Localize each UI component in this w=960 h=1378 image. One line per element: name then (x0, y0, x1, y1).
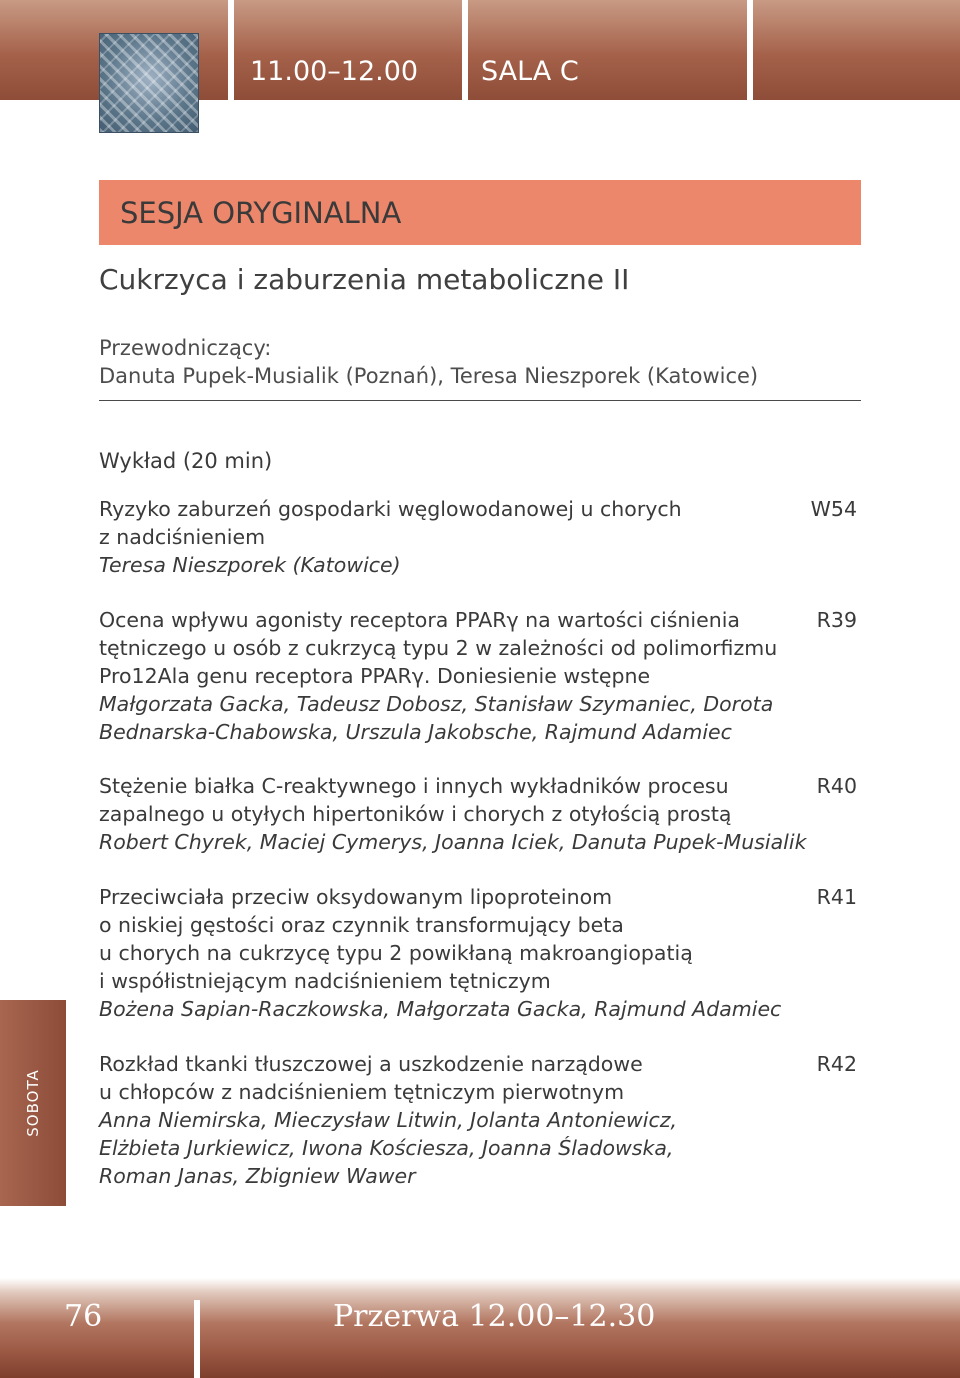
program-entry (99, 1050, 861, 1190)
entry-title-line: Przeciwciała przeciw oksydowanym lipoproteinom (99, 885, 613, 909)
entry-title-line: o niskiej gęstości oraz czynnik transformujący beta (99, 913, 624, 937)
entry-title (99, 772, 811, 828)
entry-authors (99, 551, 811, 579)
entry-author-line: Anna Niemirska, Mieczysław Litwin, Jolanta Antoniewicz, (99, 1108, 678, 1132)
entry-title-line: Ryzyko zaburzeń gospodarki węglowodanowej u chorych (99, 497, 682, 521)
day-label: SOBOTA (24, 1069, 42, 1137)
session-room: SALA C (481, 56, 579, 87)
divider (99, 400, 861, 401)
entry-authors (99, 995, 811, 1023)
program-entry (99, 883, 861, 1023)
entry-title-line: Stężenie białka C-reaktywnego i innych wykładników procesu (99, 774, 729, 798)
session-type-banner (99, 180, 861, 245)
chairs-names: Danuta Pupek-Musialik (Poznań), Teresa Nieszporek (Katowice) (99, 364, 759, 388)
program-entry (99, 772, 861, 856)
entry-code: R42 (816, 1052, 857, 1076)
header-cell-blank (753, 0, 960, 100)
entry-title-line: Pro12Ala genu receptora PPARγ. Doniesienie wstępne (99, 664, 651, 688)
entry-code: R41 (816, 885, 857, 909)
entry-author-line: Roman Janas, Zbigniew Wawer (99, 1164, 416, 1188)
session-title: Cukrzyca i zaburzenia metaboliczne II (99, 263, 630, 296)
entry-title (99, 606, 811, 690)
program-entry (99, 495, 861, 579)
entry-title (99, 883, 811, 995)
entry-authors (99, 690, 811, 746)
entry-title-line: tętniczego u osób z cukrzycą typu 2 w zależności od polimorfizmu (99, 636, 778, 660)
entry-title-line: z nadciśnieniem (99, 525, 266, 549)
entry-author-line: Elżbieta Jurkiewicz, Iwona Kościesza, Joanna Śladowska, (99, 1136, 674, 1160)
entry-title-line: u chłopców z nadciśnieniem tętniczym pierwotnym (99, 1080, 625, 1104)
break-info: Przerwa 12.00–12.30 (333, 1299, 656, 1334)
chairs-label: Przewodniczący: (99, 336, 272, 360)
day-tab (0, 1000, 66, 1206)
entry-author-line: Robert Chyrek, Maciej Cymerys, Joanna Iciek, Danuta Pupek-Musialik (99, 830, 807, 854)
entry-title (99, 495, 811, 551)
conference-logo-image (99, 33, 199, 133)
entry-author-line: Bożena Sapian-Raczkowska, Małgorzata Gacka, Rajmund Adamiec (99, 997, 782, 1021)
entry-author-line: Bednarska-Chabowska, Urszula Jakobsche, Rajmund Adamiec (99, 720, 732, 744)
entry-title-line: i współistniejącym nadciśnieniem tętniczym (99, 969, 551, 993)
entry-author-line: Teresa Nieszporek (Katowice) (99, 553, 401, 577)
entry-authors (99, 828, 811, 856)
page-number: 76 (64, 1299, 103, 1334)
entry-code: R39 (816, 608, 857, 632)
entry-title-line: Ocena wpływu agonisty receptora PPARγ na wartości ciśnienia (99, 608, 740, 632)
entry-code: W54 (810, 497, 857, 521)
entry-title (99, 1050, 811, 1106)
entry-code: R40 (816, 774, 857, 798)
entry-authors (99, 1106, 811, 1190)
entry-title-line: Rozkład tkanki tłuszczowej a uszkodzenie narządowe (99, 1052, 643, 1076)
program-entry (99, 606, 861, 746)
footer-divider (194, 1300, 200, 1378)
session-time: 11.00–12.00 (250, 56, 419, 87)
session-type: SESJA ORYGINALNA (120, 196, 402, 230)
entry-title-line: zapalnego u otyłych hipertoników i chorych z otyłością prostą (99, 802, 732, 826)
entry-author-line: Małgorzata Gacka, Tadeusz Dobosz, Stanisław Szymaniec, Dorota (99, 692, 774, 716)
entry-title-line: u chorych na cukrzycę typu 2 powikłaną makroangiopatią (99, 941, 693, 965)
lecture-label: Wykład (20 min) (99, 449, 273, 473)
